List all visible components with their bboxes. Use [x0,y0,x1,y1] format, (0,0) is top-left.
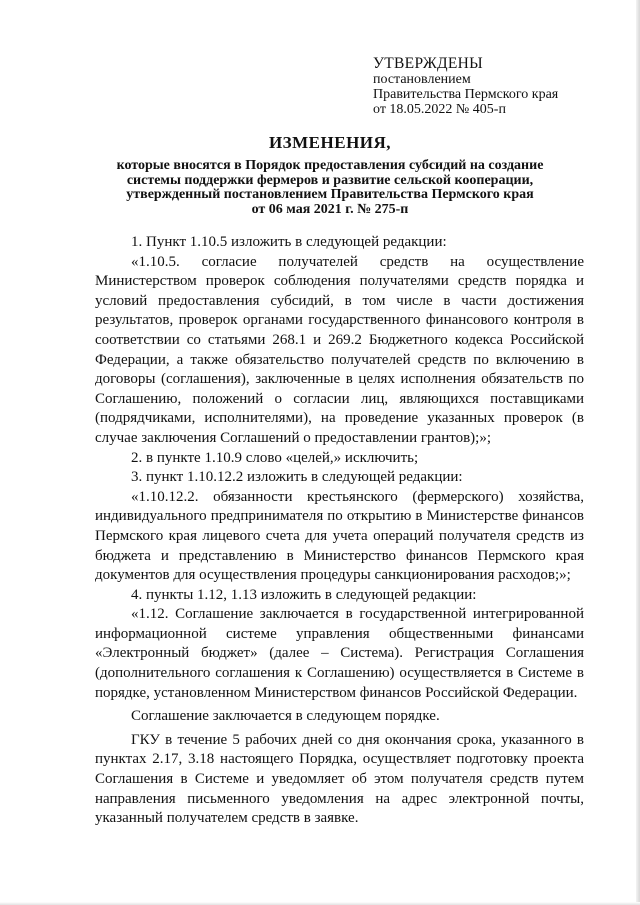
paragraph-item-3: 3. пункт 1.10.12.2 изложить в следующей редакции: [131,469,463,486]
paragraph-item-4: 4. пункты 1.12, 1.13 изложить в следующей редакции: [131,586,477,603]
paragraph-quote-1-12: «1.12. Соглашение заключается в государственной интегрированной информационной системе управления общественными финансами «Электронный бюджет» (далее – Система). Регистрация Соглашения (дополнительного соглашения к Соглашению) осуществляется в Системе в порядке, установленном Министерством финансов Российской Федерации. [95,606,584,701]
heading-subtitle [60,159,600,217]
paragraph-quote-1-10-12-2: «1.10.12.2. обязанности крестьянского (фермерского) хозяйства, индивидуального предпринимателя по открытию в Министерстве финансов Пермского края лицевого счета для учета операций получателя средств из бюджета и представлению в Министерство финансов Пермского края документов для осуществления процедуры санкционирования расходов;»; [95,488,584,584]
paragraph-procedure: Соглашение заключается в следующем порядке. [131,708,440,725]
approval-line: Правительства Пермского края [373,87,559,102]
heading-subtitle-line: которые вносятся в Порядок предоставления субсидий на создание [116,158,544,173]
document-body [95,233,584,829]
heading-subtitle-line: от 06 мая 2021 г. № 275-п [251,201,409,217]
paragraph-quote-1-10-5: «1.10.5. согласие получателей средств на осуществление Министерством проверок соблюдения получателями средств порядка и условий предоставления субсидий, в том числе в части достижения результатов, проверок органами государственного финансового контроля в соответствии со статьями 268.1 и 269.2 Бюджетного кодекса Российской Федерации, а также обязательство получателей средств по включению в договоры (соглашения), заключенные в целях исполнения обязательств по Соглашению, положений о согласии лиц, являющихся поставщиками (подрядчиками, исполнителями), на проведение указанных проверок (в случае заключения Соглашений о предоставлении грантов);»; [95,253,584,446]
approval-line: постановлением [373,72,471,87]
scan-edge-shadow [636,0,640,905]
heading-title: ИЗМЕНЕНИЯ, [268,133,392,152]
document-heading [60,133,600,217]
approval-stamp [373,55,613,117]
heading-subtitle-line: системы поддержки фермеров и развитие сельской кооперации, [126,172,534,188]
paragraph-item-1: 1. Пункт 1.10.5 изложить в следующей редакции: [131,234,447,250]
approval-date: от 18.05.2022 № 405-п [373,102,506,117]
approval-title: УТВЕРЖДЕНЫ [373,55,483,72]
paragraph-item-2: 2. в пункте 1.10.9 слово «целей,» исключить; [131,449,419,466]
paragraph-gku: ГКУ в течение 5 рабочих дней со дня окончания срока, указанного в пунктах 2.17, 3.18 настоящего Порядка, осуществляет подготовку проекта Соглашения в Системе и уведомляет об этом получателя средств путем направления письменного уведомления на адрес электронной почты, указанный получателем средств в заявке. [95,731,584,827]
heading-subtitle-line: утвержденный постановлением Правительства Пермского края [126,187,534,202]
